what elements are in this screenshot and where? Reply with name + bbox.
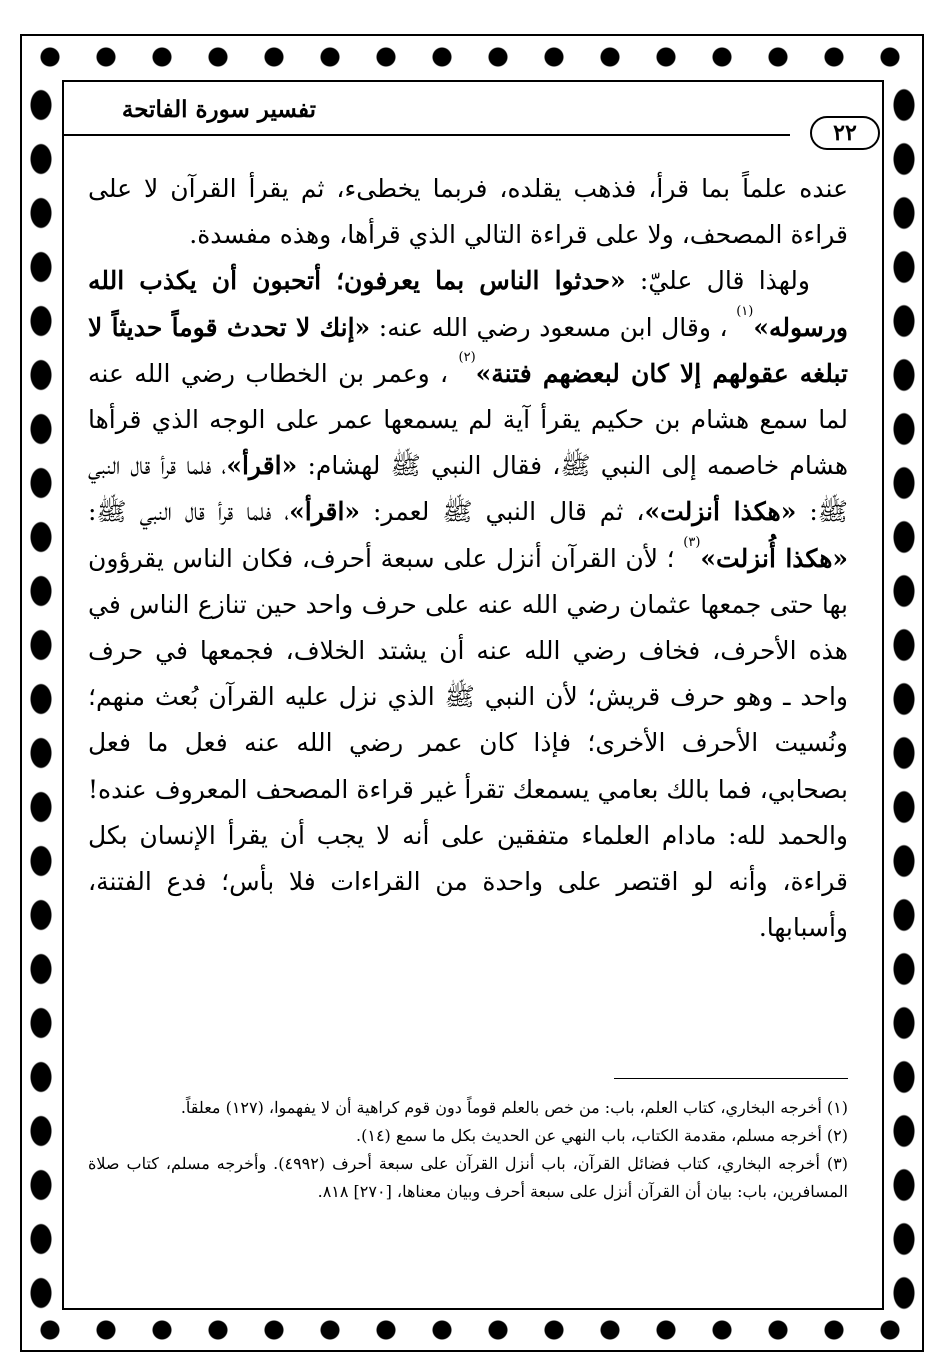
hadith-quote-5: «اقرأ» — [289, 497, 361, 527]
header-rule — [64, 134, 790, 136]
paragraph-1: عنده علماً بما قرأ، فذهب يقلده، فربما يخطىء، ثم يقرأ القرآن لا على قراءة المصحف، ولا على قراءة التالي الذي قرأها، وهذه مفسدة. — [88, 174, 848, 250]
hadith-quote-1: «حدثوا الناس بما يعرفون؛ أتحبون أن يكذب الله ورسوله» — [88, 266, 848, 342]
hadith-quote-4: «هكذا أنزلت» — [644, 497, 797, 527]
ornamental-border-left — [22, 78, 60, 1310]
footnote-ref-3: (٣) — [683, 534, 701, 550]
hadith-quote-6: «هكذا أُنزلت» — [700, 543, 848, 573]
hadith-quote-3: «اقرأ» — [226, 451, 298, 481]
paragraph-2: ولهذا قال عليّ: «حدثوا الناس بما يعرفون؛ أتحبون أن يكذب الله ورسوله»$^{(١)}$ ، وقال ابن مسعود رضي الله عنه: «إنك لا تحدث قوماً حديثاً لا تبلغه عقولهم إلا كان لبعضهم فتنة»$^{(٢)}$ ، وعمر بن الخطاب رضي الله عنه لما سمع هشام بن حكيم يقرأ آية لم يسمعها عمر على الوجه الذي قرأها هشام خاصمه إلى النبي ﷺ، فقال النبي ﷺ لهشام: «اقرأ»، فلما قرأ قال النبي ﷺ: «هكذا أنزلت»، ثم قال النبي ﷺ لعمر: «اقرأ»، فلما قرأ قال النبي ﷺ: «هكذا أُنزلت»$^{(٣)}$ ؛ لأن القرآن أنزل على سبعة أحرف، فكان الناس يقرؤون بها حتى جمعها عثمان رضي الله عنه على حرف واحد حين تنازع الناس في هذه الأحرف، فخاف رضي الله عنه أن يشتد الخلاف، فجمعها في حرف واحد ـ وهو حرف قريش؛ لأن النبي ﷺ الذي نزل عليه القرآن بُعث منهم؛ ونُسيت الأحرف الأخرى؛ فإذا كان عمر رضي الله عنه فعل ما فعل بصحابي، فما بالك بعامي يسمعك تقرأ غير قراءة المصحف المعروف عنده! والحمد لله: مادام العلماء متفقين على أنه لا يجب أن يقرأ الإنسان بكل قراءة، وأنه لو اقتصر على واحدة من القراءات فلا بأس؛ فدع الفتنة، وأسبابها. — [88, 266, 849, 943]
footnote-2: (٢) أخرجه مسلم، مقدمة الكتاب، باب النهي عن الحديث بكل ما سمع (١٤). — [356, 1126, 848, 1145]
hadith-quote-2: «إنك لا تحدث قوماً حديثاً لا تبلغه عقولهم إلا كان لبعضهم فتنة» — [88, 312, 848, 388]
ornamental-border-top — [22, 36, 922, 78]
running-title: تفسير سورة الفاتحة — [121, 96, 316, 123]
footnote-ref-2: (٢) — [458, 349, 476, 365]
footnote-ref-1: (١) — [736, 303, 754, 319]
page-header — [64, 84, 882, 154]
footnote-3: (٣) أخرجه البخاري، كتاب فضائل القرآن، باب أنزل القرآن على سبعة أحرف (٤٩٩٢). وأخرجه مسلم، كتاب صلاة المسافرين، باب: بيان أن القرآن أنزل على سبعة أحرف وبيان معناها، [٢٧٠] ٨١٨. — [88, 1154, 848, 1201]
footnote-separator — [614, 1078, 848, 1079]
footnote-1: (١) أخرجه البخاري، كتاب العلم، باب: من خص بالعلم قوماً دون قوم كراهية أن لا يفهموا، (١٢٧) معلقاً. — [180, 1098, 848, 1117]
footnotes — [88, 1094, 848, 1206]
main-text — [88, 166, 848, 951]
page-number: ٢٢ — [810, 116, 880, 150]
ornamental-border-bottom — [22, 1310, 922, 1350]
ornamental-border-right — [886, 78, 922, 1310]
